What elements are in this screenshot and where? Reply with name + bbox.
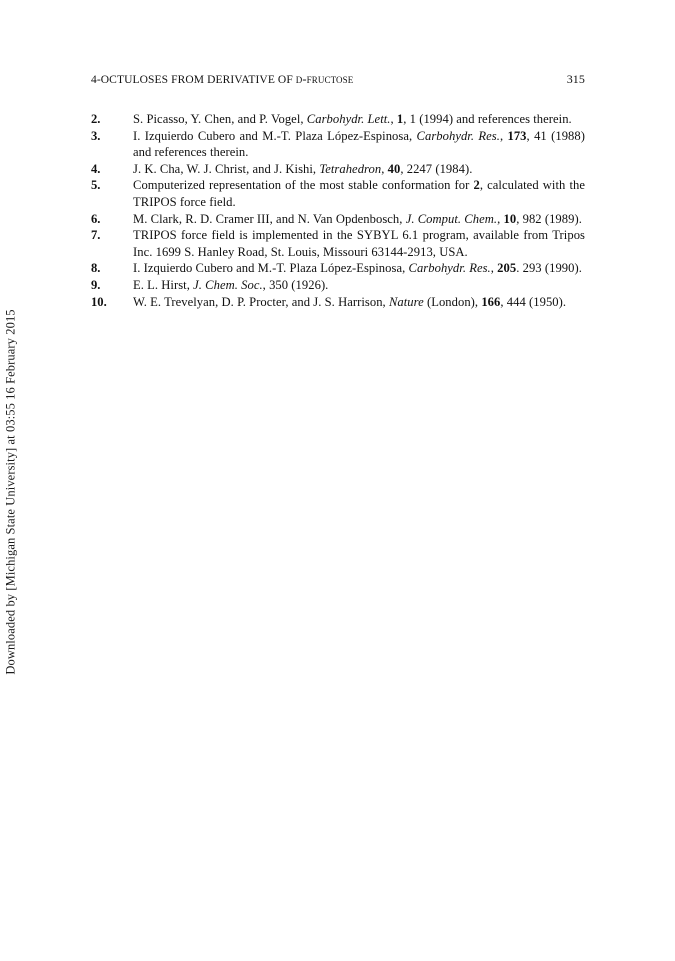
reference-volume: 10 [503,211,517,226]
reference-journal: J. Chem. Soc. [193,277,263,292]
reference-item [91,227,585,260]
reference-text [133,260,585,277]
reference-text [133,177,585,210]
reference-number: 9. [91,277,101,292]
reference-number: 10. [91,294,107,309]
reference-text [133,111,585,128]
reference-journal: J. Comput. Chem. [405,211,498,226]
reference-number: 6. [91,211,101,226]
reference-text-segment: , [381,161,388,176]
reference-volume: 2 [473,178,480,193]
download-watermark-text: Downloaded by [Michigan State University] at 03:55 16 February 2015 [3,309,18,675]
reference-text [133,227,585,260]
download-watermark [0,0,22,961]
reference-text-segment: E. L. Hirst, [133,277,194,292]
reference-item [91,111,585,128]
reference-number: 4. [91,161,101,176]
page-number: 315 [566,72,585,86]
reference-text-segment: S. Picasso, Y. Chen, and P. Vogel, [133,112,307,126]
reference-item [91,260,585,277]
reference-number: 8. [91,261,101,276]
reference-text-segment: , 982 (1989). [516,211,582,226]
running-header-title-prefix: 4-OCTULOSES FROM DERIVATIVE OF [91,74,296,86]
reference-item [91,277,585,294]
reference-text-segment: . 293 (1990). [516,261,582,276]
running-header-title-smallcaps: d-fructose [295,72,354,86]
reference-text-segment: M. Clark, R. D. Cramer III, and N. Van Opdenbosch, [133,211,406,226]
reference-volume: 1 [396,112,404,126]
reference-item [91,128,585,161]
reference-text-segment: , 41 (1988) and references therein. [133,128,585,160]
reference-text-segment: , [499,128,508,143]
reference-volume: 205 [497,261,517,276]
reference-text [133,294,585,311]
reference-item [91,294,585,311]
reference-text [133,161,585,178]
reference-text-segment: J. K. Cha, W. J. Christ, and J. Kishi, [133,161,320,176]
reference-text [133,211,585,228]
reference-list [91,111,585,310]
reference-text-segment: I. Izquierdo Cubero and M.-T. Plaza López-Espinosa, [133,261,409,276]
reference-journal: Carbohydr. Lett. [306,112,391,126]
reference-volume: 40 [387,161,401,176]
reference-volume: 166 [481,294,501,309]
running-header [91,72,585,88]
reference-text-segment: , [497,211,504,226]
running-header-title [91,72,353,87]
reference-text-segment: , calculated with the TRIPOS force field. [133,178,585,209]
reference-text-segment: , 444 (1950). [500,294,567,309]
reference-text-segment: , 1 (1994) and references therein. [403,112,572,126]
reference-text [133,128,585,161]
reference-text [133,277,585,294]
reference-text-segment: I. Izquierdo Cubero and M.-T. Plaza López-Espinosa, [133,128,417,143]
reference-item [91,211,585,228]
reference-item [91,161,585,178]
reference-journal: Tetrahedron [319,161,382,176]
reference-number: 3. [91,128,101,143]
reference-volume: 173 [507,128,527,143]
reference-text-segment: , [390,112,397,126]
reference-journal: Carbohydr. Res. [408,261,491,276]
reference-text-segment: W. E. Trevelyan, D. P. Procter, and J. S. Harrison, [133,294,389,309]
reference-number: 7. [91,228,101,243]
reference-number: 5. [91,178,101,193]
reference-text-segment: , [490,261,498,276]
reference-text-segment: TRIPOS force field is implemented in the SYBYL 6.1 program, available from Tripos Inc. 1699 S. Hanley Road, St. Louis, Missouri 63144-2913, USA. [133,228,585,259]
reference-journal: Carbohydr. Res. [416,128,500,143]
reference-number: 2. [91,112,101,126]
reference-journal: Nature [388,294,424,309]
reference-text-segment: (London), [423,294,482,309]
reference-text-segment: , 350 (1926). [262,277,329,292]
reference-text-segment: , 2247 (1984). [400,161,473,176]
reference-item [91,177,585,210]
reference-text-segment: Computerized representation of the most stable conformation for [133,178,474,193]
